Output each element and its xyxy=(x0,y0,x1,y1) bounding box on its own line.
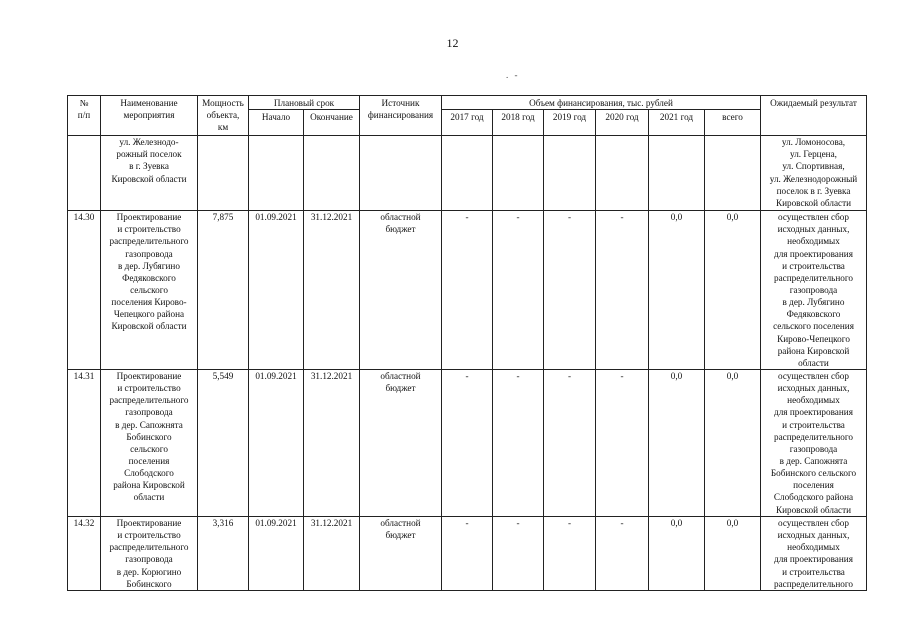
row-2019: - xyxy=(544,369,596,516)
header-row-top xyxy=(68,96,867,110)
header-year-2017: 2017 год xyxy=(442,110,493,136)
row-source: областной бюджет xyxy=(360,369,442,516)
row-num xyxy=(68,136,101,211)
row-2017 xyxy=(442,136,493,211)
row-2019: - xyxy=(544,211,596,370)
row-start: 01.09.2021 xyxy=(249,516,304,590)
table-row xyxy=(68,516,867,590)
row-2018: - xyxy=(493,369,544,516)
row-total xyxy=(705,136,761,211)
financing-table xyxy=(67,95,867,591)
row-2021: 0,0 xyxy=(649,369,705,516)
row-end xyxy=(304,136,360,211)
row-power: 7,875 xyxy=(198,211,249,370)
row-2019 xyxy=(544,136,596,211)
row-end: 31.12.2021 xyxy=(304,516,360,590)
row-2018 xyxy=(493,136,544,211)
row-2018: - xyxy=(493,211,544,370)
header-start: Начало xyxy=(249,110,304,136)
row-name: ул. Железнодо- рожный поселок в г. Зуевка Кировской области xyxy=(101,136,198,211)
row-end: 31.12.2021 xyxy=(304,369,360,516)
row-name: Проектирование и строительство распределительного газопровода в дер. Сапожнята Бобинского сельского поселения Слободского района Кировской области xyxy=(101,369,198,516)
row-total: 0,0 xyxy=(705,211,761,370)
row-total: 0,0 xyxy=(705,516,761,590)
row-2021 xyxy=(649,136,705,211)
header-result: Ожидаемый результат xyxy=(761,96,867,136)
row-source: областной бюджет xyxy=(360,516,442,590)
row-2017: - xyxy=(442,369,493,516)
row-source xyxy=(360,136,442,211)
table-row xyxy=(68,369,867,516)
row-2017: - xyxy=(442,516,493,590)
row-result: осуществлен сбор исходных данных, необходимых для проектирования и строительства распределительного газопровода в дер. Сапожнята Бобинского сельского поселения Слободского района Кировской области xyxy=(761,369,867,516)
row-2017: - xyxy=(442,211,493,370)
row-2020: - xyxy=(596,516,649,590)
row-2019: - xyxy=(544,516,596,590)
row-source: областной бюджет xyxy=(360,211,442,370)
row-power: 3,316 xyxy=(198,516,249,590)
row-2020: - xyxy=(596,211,649,370)
header-year-2018: 2018 год xyxy=(493,110,544,136)
row-power: 5,549 xyxy=(198,369,249,516)
row-power xyxy=(198,136,249,211)
header-year-2021: 2021 год xyxy=(649,110,705,136)
row-2021: 0,0 xyxy=(649,211,705,370)
header-source: Источник финансирования xyxy=(360,96,442,136)
header-total: всего xyxy=(705,110,761,136)
row-num: 14.30 xyxy=(68,211,101,370)
header-year-2020: 2020 год xyxy=(596,110,649,136)
row-total: 0,0 xyxy=(705,369,761,516)
header-plan-term: Плановый срок xyxy=(249,96,360,110)
header-end: Окончание xyxy=(304,110,360,136)
header-power: Мощность объекта, км xyxy=(198,96,249,136)
row-num: 14.32 xyxy=(68,516,101,590)
row-result: осуществлен сбор исходных данных, необходимых для проектирования и строительства распределительного газопровода в дер. Лубягино Федяковского сельского поселения Кирово-Чепецкого района Кировской области xyxy=(761,211,867,370)
header-num: № п/п xyxy=(68,96,101,136)
row-2018: - xyxy=(493,516,544,590)
row-2020 xyxy=(596,136,649,211)
header-year-2019: 2019 год xyxy=(544,110,596,136)
table-row xyxy=(68,136,867,211)
table-row xyxy=(68,211,867,370)
row-result: осуществлен сбор исходных данных, необходимых для проектирования и строительства распределительного xyxy=(761,516,867,590)
header-name: Наименование мероприятия xyxy=(101,96,198,136)
scan-mark: . - xyxy=(506,70,520,80)
row-start: 01.09.2021 xyxy=(249,211,304,370)
row-end: 31.12.2021 xyxy=(304,211,360,370)
row-2020: - xyxy=(596,369,649,516)
row-result: ул. Ломоносова, ул. Герцена, ул. Спортивная, ул. Железнодорожный поселок в г. Зуевка Кировской области xyxy=(761,136,867,211)
row-name: Проектирование и строительство распределительного газопровода в дер. Лубягино Федяковского сельского поселения Кирово- Чепецкого района Кировской области xyxy=(101,211,198,370)
page-number: 12 xyxy=(446,36,459,50)
header-volume: Объем финансирования, тыс. рублей xyxy=(442,96,761,110)
row-start: 01.09.2021 xyxy=(249,369,304,516)
row-start xyxy=(249,136,304,211)
row-2021: 0,0 xyxy=(649,516,705,590)
row-name: Проектирование и строительство распределительного газопровода в дер. Корюгино Бобинского xyxy=(101,516,198,590)
row-num: 14.31 xyxy=(68,369,101,516)
